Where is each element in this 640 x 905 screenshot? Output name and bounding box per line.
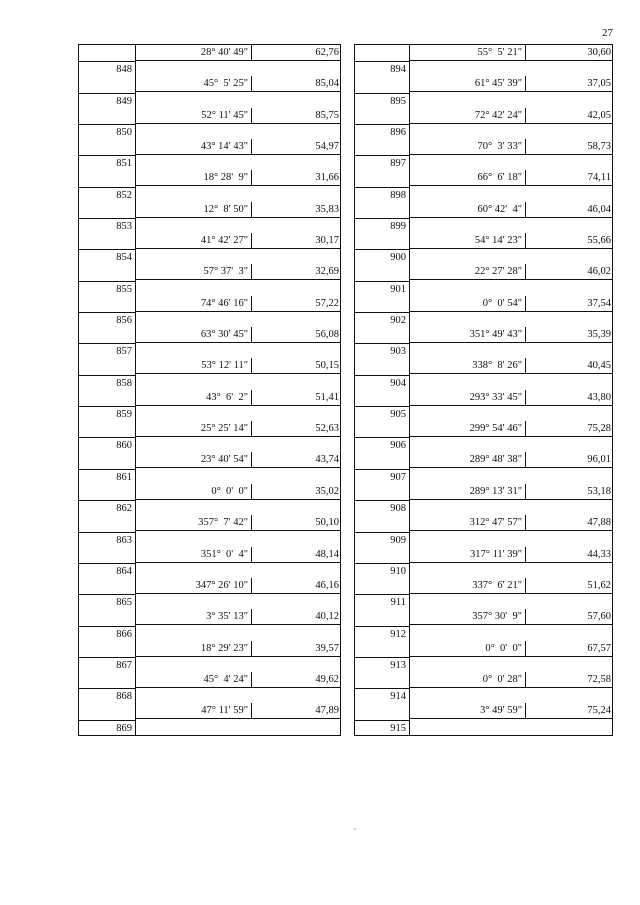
distance-value: 46,16 [252,578,340,594]
distance-value: 48,14 [252,547,340,563]
angle-value: 337° 6' 21" [409,578,526,594]
angle-value: 299° 54' 46" [409,421,526,437]
table-row [79,390,340,421]
table-row [79,327,340,358]
table-row [355,672,612,703]
table-row [79,170,340,201]
table-row [79,45,340,76]
point-number: 869 [79,720,135,735]
distance-value: 75,24 [526,703,612,719]
table-row [355,484,612,515]
angle-value: 63° 30' 45" [135,327,252,343]
table-row [355,421,612,452]
distance-value: 54,97 [252,139,340,155]
point-number: 863 [79,532,135,547]
angle-value: 18° 28' 9" [135,170,252,186]
table-row [355,139,612,170]
point-number: 897 [355,155,409,170]
angle-value: 25° 25' 14" [135,421,252,437]
distance-value: 47,89 [252,703,340,719]
point-number: 849 [79,93,135,108]
table-row [79,672,340,703]
point-number: 858 [79,375,135,390]
angle-value: 74° 46' 16" [135,296,252,312]
point-number: 910 [355,563,409,578]
angle-value: 338° 8' 26" [409,358,526,374]
angle-value: 0° 0' 0" [135,484,252,500]
point-number: 857 [79,343,135,358]
distance-value: 30,17 [252,233,340,249]
angle-value: 12° 8' 50" [135,202,252,218]
table-row [355,108,612,139]
table-row [355,578,612,609]
distance-value: 67,57 [526,641,612,657]
angle-value: 351° 0' 4" [135,547,252,563]
point-number: 894 [355,61,409,76]
angle-value: 0° 0' 0" [409,641,526,657]
table-row [79,452,340,483]
angle-value: 18° 29' 23" [135,641,252,657]
distance-value: 32,69 [252,264,340,280]
table-row [355,202,612,233]
angle-value: 293° 33' 45" [409,390,526,406]
angle-value: 289° 13' 31" [409,484,526,500]
table-row [79,547,340,578]
table-row [79,233,340,264]
angle-value: 3° 49' 59" [409,703,526,719]
angle-value: 60° 42' 4" [409,202,526,218]
angle-value: 52° 11' 45" [135,108,252,124]
table-row [355,452,612,483]
table-row [79,515,340,546]
distance-value: 40,45 [526,358,612,374]
table-row [355,233,612,264]
point-number: 852 [79,187,135,202]
table-row [79,76,340,107]
scan-speck [354,828,356,830]
distance-value: 44,33 [526,547,612,563]
angle-value: 28° 40' 49" [135,45,252,61]
point-number: 904 [355,375,409,390]
angle-value: 43° 14' 43" [135,139,252,155]
angle-value: 317° 11' 39" [409,547,526,563]
angle-value: 3° 35' 13" [135,609,252,625]
point-number: 866 [79,626,135,641]
point-number: 905 [355,406,409,421]
coordinates-table-left [78,44,341,736]
point-number: 898 [355,187,409,202]
table-row [79,108,340,139]
point-number: 848 [79,61,135,76]
point-number: 865 [79,594,135,609]
angle-value: 41° 42' 27" [135,233,252,249]
distance-value: 96,01 [526,452,612,468]
table-row [355,390,612,421]
table-row [79,296,340,327]
table-row [355,609,612,640]
point-number: 907 [355,469,409,484]
angle-value: 57° 37' 3" [135,264,252,280]
angle-value: 47° 11' 59" [135,703,252,719]
table-row [355,76,612,107]
point-number: 899 [355,218,409,233]
point-number: 901 [355,281,409,296]
angle-value: 54° 14' 23" [409,233,526,249]
angle-value: 347° 26' 10" [135,578,252,594]
distance-value: 50,10 [252,515,340,531]
angle-value: 61° 45' 39" [409,76,526,92]
distance-value: 53,18 [526,484,612,500]
table-row [79,578,340,609]
table-row [355,264,612,295]
distance-value: 40,12 [252,609,340,625]
point-number: 851 [79,155,135,170]
table-row [355,515,612,546]
table-row [355,296,612,327]
distance-value: 85,75 [252,108,340,124]
table-row [79,139,340,170]
point-number: 912 [355,626,409,641]
distance-value: 52,63 [252,421,340,437]
table-row [79,421,340,452]
distance-value: 37,54 [526,296,612,312]
table-row [355,327,612,358]
distance-value: 57,22 [252,296,340,312]
point-number: 902 [355,312,409,327]
table-row [79,484,340,515]
angle-value: 0° 0' 54" [409,296,526,312]
distance-value: 85,04 [252,76,340,92]
point-number: 867 [79,657,135,672]
point-number: 860 [79,437,135,452]
distance-value: 55,66 [526,233,612,249]
table-row [355,358,612,389]
distance-value: 58,73 [526,139,612,155]
point-number: 911 [355,594,409,609]
point-number: 862 [79,500,135,515]
point-number: 864 [79,563,135,578]
distance-value: 75,28 [526,421,612,437]
point-number: 855 [79,281,135,296]
angle-value: 22° 27' 28" [409,264,526,280]
angle-value: 289° 48' 38" [409,452,526,468]
distance-value: 74,11 [526,170,612,186]
point-number: 906 [355,437,409,452]
distance-value: 62,76 [252,45,340,61]
point-number: 909 [355,532,409,547]
distance-value: 30,60 [526,45,612,61]
angle-value: 357° 7' 42" [135,515,252,531]
distance-value: 47,88 [526,515,612,531]
point-number: 915 [355,720,409,735]
angle-value: 357° 30' 9" [409,609,526,625]
distance-value: 49,62 [252,672,340,688]
point-number: 913 [355,657,409,672]
distance-value: 50,15 [252,358,340,374]
distance-value: 35,83 [252,202,340,218]
distance-value: 51,41 [252,390,340,406]
table-row [79,641,340,672]
table-row [79,358,340,389]
point-number: 896 [355,124,409,139]
angle-value: 53° 12' 11" [135,358,252,374]
distance-value: 46,04 [526,202,612,218]
coordinates-table-right [354,44,613,736]
angle-value: 72° 42' 24" [409,108,526,124]
point-number: 895 [355,93,409,108]
distance-value: 42,05 [526,108,612,124]
angle-value: 312° 47' 57" [409,515,526,531]
table-row [79,703,340,734]
distance-value: 57,60 [526,609,612,625]
distance-value: 35,02 [252,484,340,500]
angle-value: 45° 5' 25" [135,76,252,92]
angle-value: 43° 6' 2" [135,390,252,406]
angle-value: 55° 5' 21" [409,45,526,61]
distance-value: 37,05 [526,76,612,92]
angle-value: 70° 3' 33" [409,139,526,155]
point-number: 868 [79,688,135,703]
distance-value: 72,58 [526,672,612,688]
point-number: 853 [79,218,135,233]
angle-value: 0° 0' 28" [409,672,526,688]
table-row [355,45,612,76]
angle-value: 23° 40' 54" [135,452,252,468]
distance-value: 43,80 [526,390,612,406]
distance-value: 43,74 [252,452,340,468]
angle-value: 45° 4' 24" [135,672,252,688]
table-row [79,202,340,233]
table-row [355,170,612,201]
table-row [355,641,612,672]
point-number: 914 [355,688,409,703]
point-number: 908 [355,500,409,515]
table-row [79,609,340,640]
point-number: 850 [79,124,135,139]
table-row [355,547,612,578]
point-number: 903 [355,343,409,358]
distance-value: 56,08 [252,327,340,343]
table-row [79,264,340,295]
point-number: 859 [79,406,135,421]
distance-value: 46,02 [526,264,612,280]
point-number: 856 [79,312,135,327]
distance-value: 35,39 [526,327,612,343]
point-number: 861 [79,469,135,484]
point-number: 900 [355,249,409,264]
distance-value: 51,62 [526,578,612,594]
distance-value: 39,57 [252,641,340,657]
point-number: 854 [79,249,135,264]
angle-value: 66° 6' 18" [409,170,526,186]
distance-value: 31,66 [252,170,340,186]
angle-value: 351° 49' 43" [409,327,526,343]
page-number: 27 [602,27,613,39]
table-row [355,703,612,734]
